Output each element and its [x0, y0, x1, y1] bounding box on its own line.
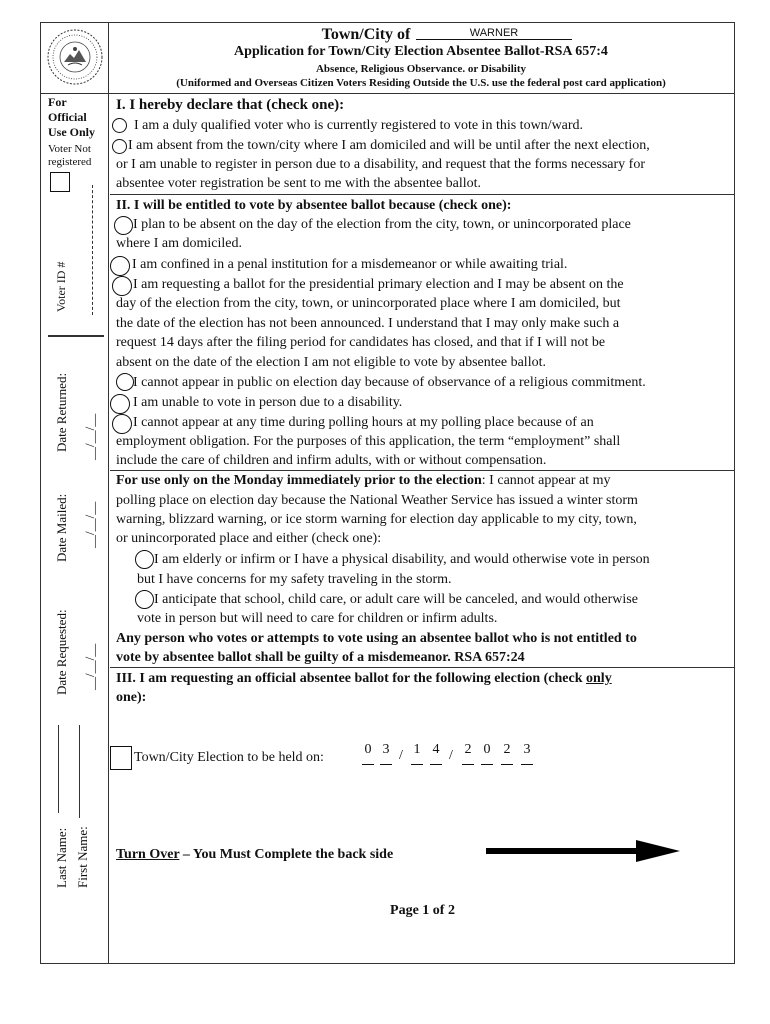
date-requested-blank[interactable]: __/__/__: [82, 643, 97, 690]
date-underline: [521, 764, 533, 765]
section2-option-3-line4: request 14 days after the filing period for candidates has closed, and that if I will not be: [116, 335, 606, 350]
section1-option-2-line2: or I am unable to register in person due to a disability, and request that the forms necessary for: [116, 157, 645, 172]
turn-over-rest: – You Must Complete the back side: [179, 847, 394, 862]
section2-option-6: I cannot appear at any time during polling hours at my polling place because of an: [133, 415, 594, 430]
monday-option-b: I anticipate that school, child care, or adult care will be canceled, and would otherwise: [154, 592, 638, 607]
date-digit: 0: [483, 742, 491, 757]
section2-radio-3[interactable]: [112, 276, 132, 296]
voter-id-line: [92, 185, 94, 315]
section1-option-1: I am a duly qualified voter who is currently registered to vote in this town/ward.: [134, 118, 584, 133]
date-underline: [362, 764, 374, 765]
official-use-line1: For: [48, 95, 67, 109]
date-underline: [380, 764, 392, 765]
section2-radio-4[interactable]: [116, 373, 134, 391]
date-digit: 2: [503, 742, 511, 757]
date-mailed-label: Date Mailed:: [54, 493, 69, 562]
sidebar-separator: [48, 335, 104, 337]
state-seal-icon: [46, 28, 104, 86]
official-use-line3: Use Only: [48, 125, 96, 139]
first-name-line[interactable]: [79, 725, 81, 818]
monday-radio-b[interactable]: [135, 590, 154, 609]
section1-heading: I. I hereby declare that (check one):: [116, 97, 345, 113]
date-separator: /: [399, 748, 403, 763]
header-divider: [40, 93, 735, 94]
section1-option-2: I am absent from the town/city where I am domiciled and will be until after the next election,: [128, 138, 650, 153]
monday-line2: polling place on election day because the National Weather Service has issued a winter storm: [116, 493, 638, 508]
date-digit: 4: [432, 742, 440, 757]
town-election-checkbox[interactable]: [110, 746, 132, 770]
voter-not-line1: Voter Not: [48, 143, 91, 155]
first-name-label: First Name:: [75, 826, 90, 888]
section2-radio-1[interactable]: [114, 216, 133, 235]
date-digit: 2: [464, 742, 472, 757]
date-returned-label: Date Returned:: [54, 372, 69, 452]
turn-over-label: Turn Over: [116, 847, 180, 862]
section1-divider: [110, 194, 735, 195]
monday-lead: For use only on the Monday immediately prior to the election: [116, 473, 482, 488]
section2-option-3-line3: the date of the election has not been announced. I understand that I may only make such a: [116, 316, 620, 331]
section1-radio-1[interactable]: [112, 118, 127, 133]
monday-option-a-line2: but I have concerns for my safety traveling in the storm.: [137, 572, 452, 587]
section2-radio-6[interactable]: [112, 414, 132, 434]
form-subtitle-2: Absence, Religious Observance. or Disability: [315, 63, 526, 75]
monday-line3: warning, blizzard warning, or ice storm warning for election day applicable to my city, town,: [116, 512, 637, 527]
official-use-line2: Official: [48, 110, 87, 124]
page-number: Page 1 of 2: [390, 903, 455, 918]
turn-over-note: [116, 845, 393, 864]
section2-option-3-line2: day of the election from the city, town, or unincorporated place where I am domiciled, but: [116, 296, 621, 311]
date-digit: 1: [413, 742, 421, 757]
date-underline: [462, 764, 474, 765]
section3-heading-b: one):: [116, 690, 147, 705]
monday-lead-rest: : I cannot appear at my: [481, 473, 611, 488]
date-digit: 3: [382, 742, 390, 757]
monday-line1: [116, 471, 610, 490]
date-digit: 0: [364, 742, 372, 757]
section3-heading: [116, 669, 612, 688]
voter-not-registered-checkbox[interactable]: [50, 172, 70, 192]
date-underline: [501, 764, 513, 765]
monday-line4: or unincorporated place and either (check one):: [116, 531, 382, 546]
section2-option-2: I am confined in a penal institution for a misdemeanor or while awaiting trial.: [132, 257, 568, 272]
section1-radio-2[interactable]: [112, 139, 127, 154]
misdemeanor-warning-line2: vote by absentee ballot shall be guilty of a misdemeanor. RSA 657:24: [116, 650, 525, 665]
section2-radio-5[interactable]: [110, 394, 130, 414]
sidebar-divider: [108, 22, 109, 964]
monday-option-a: I am elderly or infirm or I have a physical disability, and would otherwise vote in person: [154, 552, 650, 567]
town-field[interactable]: WARNER: [416, 27, 572, 40]
section1-option-2-line3: absentee voter registration be sent to me with the absentee ballot.: [116, 176, 482, 191]
section2-option-6-line2: employment obligation. For the purposes of this application, the term “employment” shall: [116, 434, 621, 449]
section2-option-6-line3: include the care of children and infirm adults, with or without compensation.: [116, 453, 547, 468]
voter-id-label: Voter ID #: [54, 261, 68, 312]
monday-radio-a[interactable]: [135, 550, 154, 569]
date-underline: [481, 764, 493, 765]
last-name-line[interactable]: [58, 725, 60, 813]
section3-heading-a: III. I am requesting an official absentee ballot for the following election (check: [116, 671, 587, 686]
town-election-label: Town/City Election to be held on:: [134, 750, 324, 765]
misdemeanor-warning: Any person who votes or attempts to vote using an absentee ballot who is not entitled to: [116, 631, 637, 646]
section2-option-1-line2: where I am domiciled.: [116, 236, 242, 251]
voter-not-line2: registered: [48, 156, 92, 168]
monday-divider: [110, 667, 735, 668]
form-title: Town/City of: [321, 26, 411, 43]
section2-option-1: I plan to be absent on the day of the election from the city, town, or unincorporated place: [133, 217, 631, 232]
date-requested-label: Date Requested:: [54, 609, 69, 695]
date-digit: 3: [523, 742, 531, 757]
section2-option-3: I am requesting a ballot for the presidential primary election and I may be absent on the: [133, 277, 624, 292]
date-mailed-blank[interactable]: __/__/__: [82, 501, 97, 548]
section2-option-5: I am unable to vote in person due to a disability.: [133, 395, 403, 410]
arrow-right-icon: [486, 838, 682, 864]
form-subtitle: Application for Town/City Election Absentee Ballot-RSA 657:4: [234, 44, 608, 59]
date-separator: /: [449, 748, 453, 763]
date-returned-blank[interactable]: __/__/__: [82, 413, 97, 460]
section2-radio-2[interactable]: [110, 256, 130, 276]
form-subtitle-3: (Uniformed and Overseas Citizen Voters Residing Outside the U.S. use the federal post card application): [176, 77, 666, 89]
section2-heading: II. I will be entitled to vote by absentee ballot because (check one):: [116, 198, 512, 213]
section2-option-3-line5: absent on the date of the election I am not eligible to vote by absentee ballot.: [116, 355, 546, 370]
section2-option-4: I cannot appear in public on election day because of observance of a religious commitment.: [133, 375, 646, 390]
date-underline: [430, 764, 442, 765]
last-name-label: Last Name:: [54, 827, 69, 888]
date-underline: [411, 764, 423, 765]
section3-heading-only: only: [586, 671, 612, 686]
monday-option-b-line2: vote in person but will need to care for children or infirm adults.: [137, 611, 498, 626]
